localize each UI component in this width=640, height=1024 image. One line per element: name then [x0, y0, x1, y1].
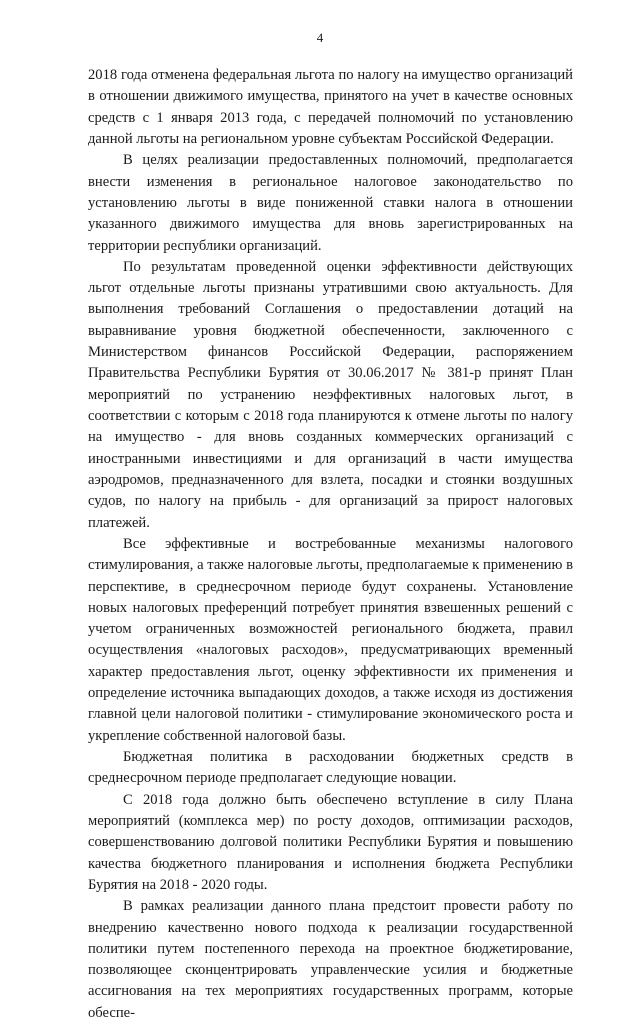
paragraph-5: Бюджетная политика в расходовании бюджетных средств в среднесрочном периоде предполагает следующие новации.	[88, 749, 573, 787]
paragraph-2: В целях реализации предоставленных полномочий, предполагается внести изменения в региональное налоговое законодательство по установлению льготы в виде пониженной ставки налога в отношении указанного движимого имущества для вновь зарегистрированных на территории республики организаций.	[88, 152, 573, 254]
paragraph-4: Все эффективные и востребованные механизмы налогового стимулирования, а также налоговые льготы, предполагаемые к применению в перспективе, в среднесрочном периоде будут сохранены. Установление новых налоговых преференций потребует принятия взвешенных решений с учетом ограниченных возможностей регионального бюджета, правил осуществления «налоговых расходов», предусматривающих временный характер предоставления льгот, оценку эффективности их применения и определение источника выпадающих доходов, а также исходя из достижения главной цели налоговой политики - стимулирование экономического роста и укрепление собственной налоговой базы.	[88, 535, 573, 744]
paragraph-6: С 2018 года должно быть обеспечено вступление в силу Плана мероприятий (комплекса мер) по росту доходов, оптимизации расходов, совершенствованию долговой политики Республики Бурятия и повышению качества бюджетного планирования и исполнения бюджета Республики Бурятия на 2018 - 2020 годы.	[88, 791, 573, 893]
document-body	[88, 65, 573, 1024]
paragraph-7: В рамках реализации данного плана предстоит провести работу по внедрению качественно нового подхода к реализации государственной политики путем постепенного перехода на проектное бюджетирование, позволяющее сконцентрировать управленческие усилия и бюджетные ассигнования на тех мероприятиях государственных программ, которые обеспе-	[88, 898, 573, 1021]
paragraph-3: По результатам проведенной оценки эффективности действующих льгот отдельные льготы признаны утратившими свою актуальность. Для выполнения требований Соглашения о предоставлении дотаций на выравнивание уровня бюджетной обеспеченности, заключенного с Министерством финансов Российской Федерации, распоряжением Правительства Республики Бурятия от 30.06.2017 № 381-р принят План мероприятий по устранению неэффективных налоговых льгот, в соответствии с которым с 2018 года планируются к отмене льготы по налогу на имущество - для вновь созданных коммерческих организаций с иностранными инвестициями и для организаций в части имущества аэродромов, предназначенного для взлета, посадки и стоянки воздушных судов, по налогу на прибыль - для организаций за прирост налоговых платежей.	[88, 258, 573, 531]
page-number: 4	[316, 30, 324, 45]
paragraph-1: 2018 года отменена федеральная льгота по налогу на имущество организаций в отношении движимого имущества, принятого на учет в качестве основных средств с 1 января 2013 года, с передачей полномочий по установлению данной льготы на региональном уровне субъектам Российской Федерации.	[88, 67, 573, 147]
